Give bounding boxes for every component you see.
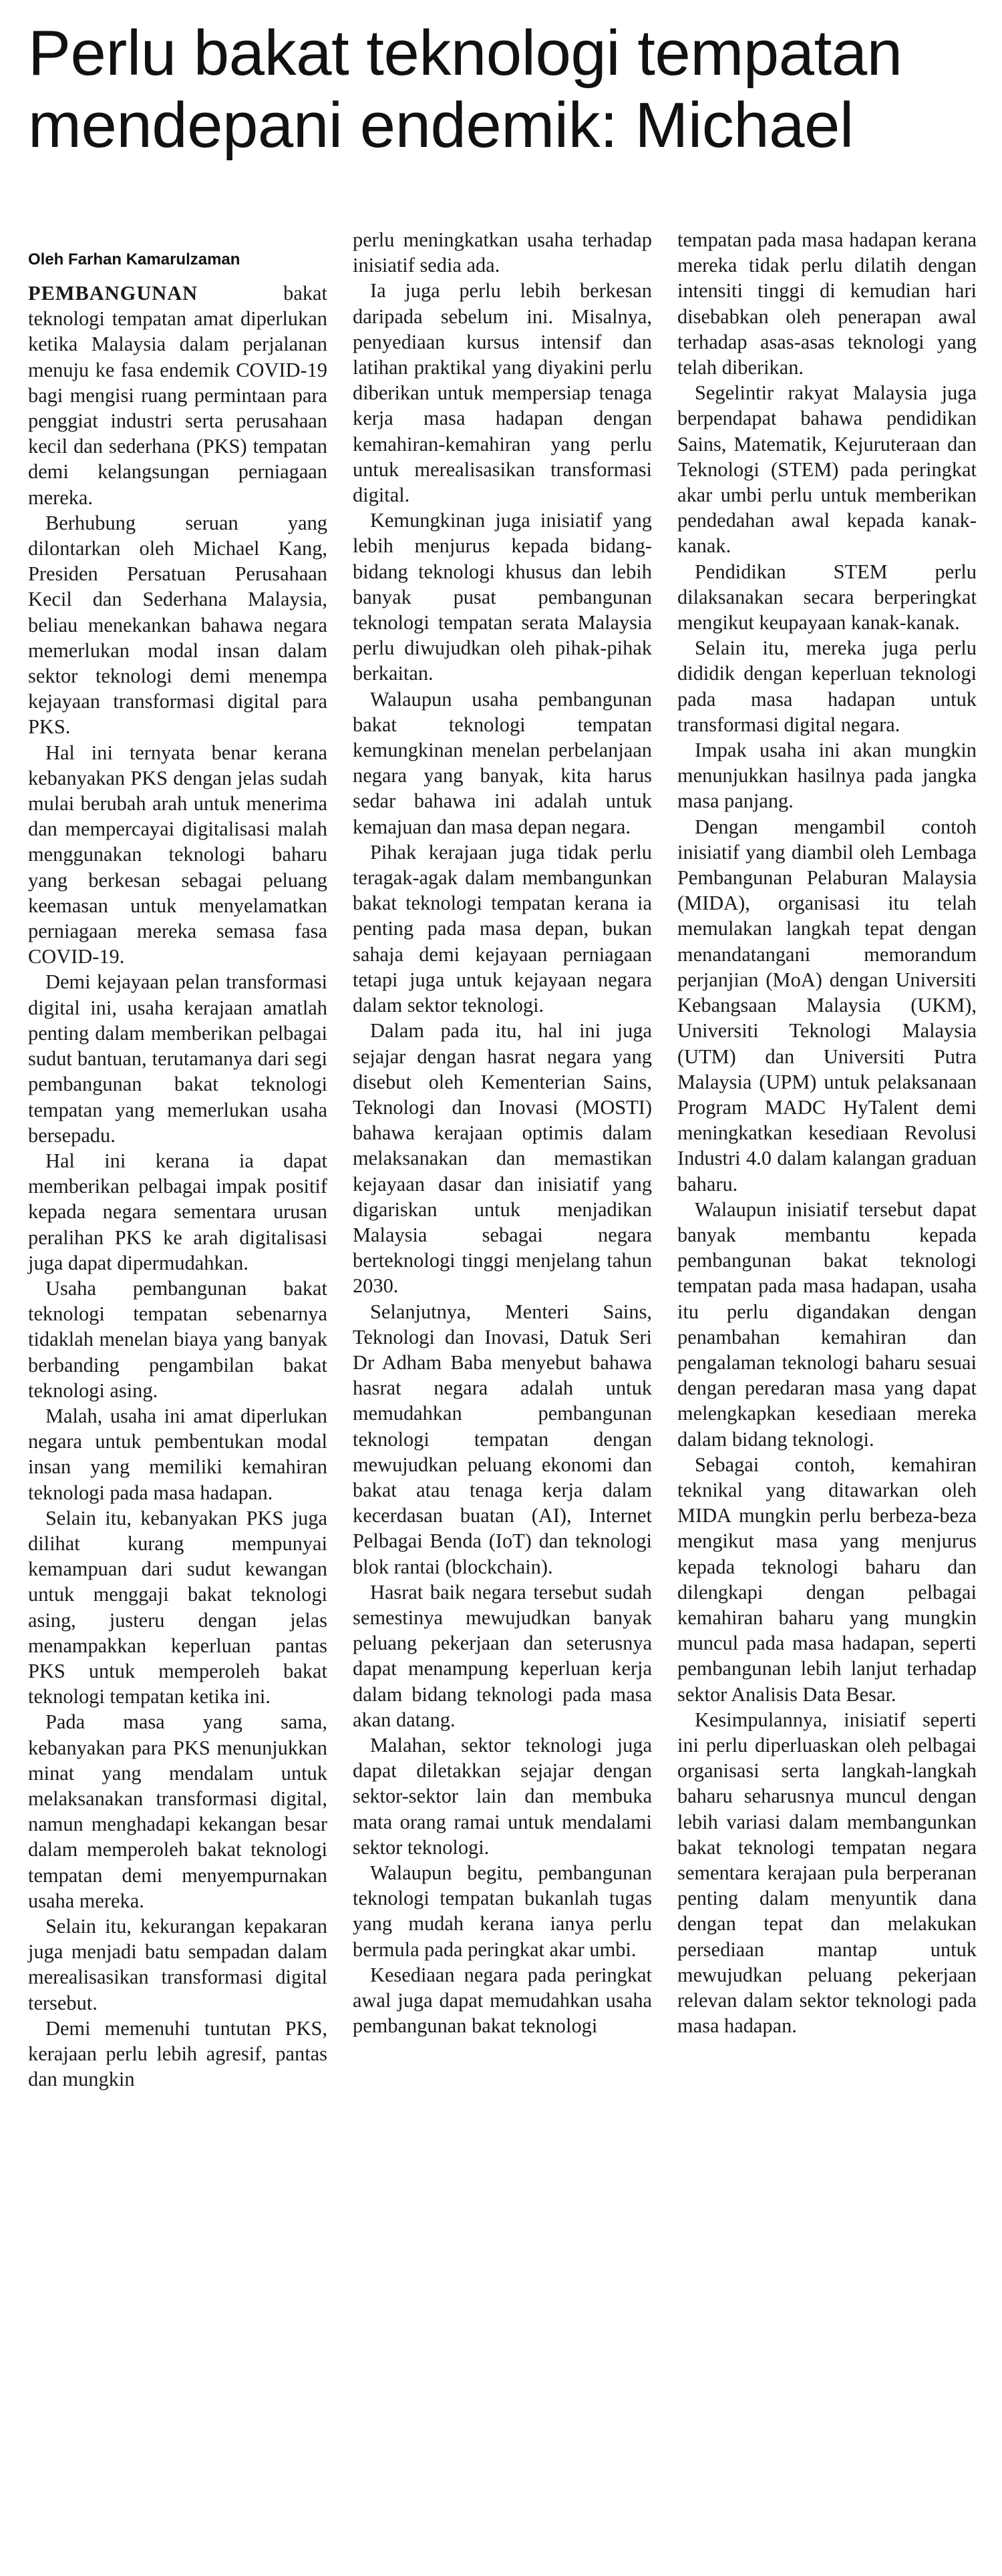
article-paragraph: Selanjutnya, Menteri Sains, Teknologi dan Inovasi, Datuk Seri Dr Adham Baba menyebut bahawa hasrat negara adalah untuk memudahkan pembangunan teknologi tempatan dengan mewujudkan peluang ekonomi dan bakat atau tenaga kerja dalam kecerdasan buatan (AI), Internet Pelbagai Benda (IoT) dan teknologi blok rantai (blockchain).	[353, 1300, 652, 1578]
article-paragraph: Usaha pembangunan bakat teknologi tempatan sebenarnya tidaklah menelan biaya yang banyak berbanding pengambilan bakat teknologi asing.	[28, 1276, 327, 1402]
article-paragraph: Sebagai contoh, kemahiran teknikal yang ditawarkan oleh MIDA mungkin perlu berbeza-beza mengikut masa yang menjurus kepada teknologi baharu dan dilengkapi dengan pelbagai kemahiran baharu yang mungkin muncul pada masa hadapan, seperti pembangunan lebih lanjut terhadap sektor Analisis Data Besar.	[677, 1453, 977, 1706]
article-paragraph: Malahan, sektor teknologi juga dapat diletakkan sejajar dengan sektor-sektor lain dan membuka mata orang ramai untuk mendalami sektor teknologi.	[353, 1733, 652, 1859]
article-column-1	[28, 227, 327, 2558]
headline-line-1: Perlu bakat teknologi tempatan	[28, 17, 902, 89]
article-paragraph: Selain itu, mereka juga perlu dididik dengan keperluan teknologi pada masa hadapan untuk transformasi digital negara.	[677, 636, 977, 736]
lead-word: PEMBANGUNAN	[28, 282, 198, 305]
article-paragraph: perlu meningkatkan usaha terhadap inisiatif sedia ada.	[353, 228, 652, 277]
article-paragraph: Hasrat baik negara tersebut sudah semestinya mewujudkan banyak peluang pekerjaan dan seterusnya dapat menampung keperluan kerja dalam bidang teknologi pada masa akan datang.	[353, 1580, 652, 1731]
article-paragraph: Pihak kerajaan juga tidak perlu teragak-agak dalam membangunkan bakat teknologi tempatan kerana ia penting pada masa depan, bukan sahaja demi kejayaan perniagaan tetapi juga untuk kejayaan negara dalam sektor teknologi.	[353, 840, 652, 1017]
article-paragraph: Kesimpulannya, inisiatif seperti ini perlu diperluaskan oleh pelbagai organisasi serta langkah-langkah baharu seharusnya muncul dengan lebih variasi dalam membangunkan bakat teknologi tempatan negara sementara kerajaan pula berperanan penting dalam menyuntik dana dengan tepat dan melakukan persediaan mantap untuk mewujudkan peluang pekerjaan relevan dalam sektor teknologi pada masa hadapan.	[677, 1708, 977, 2038]
article-paragraph: Dengan mengambil contoh inisiatif yang diambil oleh Lembaga Pembangunan Pelaburan Malaysia (MIDA), organisasi itu telah memulakan langkah tepat dengan menandatangani memorandum perjanjian (MoA) dengan Universiti Kebangsaan Malaysia (UKM), Universiti Teknologi Malaysia (UTM) dan Universiti Putra Malaysia (UPM) untuk pelaksanaan Program MADC HyTalent demi meningkatkan kesediaan Revolusi Industri 4.0 dalam kalangan graduan baharu.	[677, 815, 977, 1195]
headline-line-2: mendepani endemik: Michael	[28, 89, 854, 161]
article-byline: Oleh Farhan Kamarulzaman	[28, 250, 240, 268]
article-paragraph: Hal ini ternyata benar kerana kebanyakan PKS dengan jelas sudah mulai berubah arah untuk menerima dan mempercayai digitalisasi malah menggunakan teknologi baharu yang berkesan sebagai peluang keemasan untuk menyelamatkan perniagaan mereka semasa fasa COVID-19.	[28, 741, 327, 968]
article-paragraph: Segelintir rakyat Malaysia juga berpendapat bahawa pendidikan Sains, Matematik, Kejuruteraan dan Teknologi (STEM) pada peringkat akar umbi perlu untuk memberikan pendedahan awal kepada kanak-kanak.	[677, 381, 977, 558]
article-paragraph	[28, 281, 327, 510]
paragraph-text: bakat teknologi tempatan amat diperlukan ketika Malaysia dalam perjalanan menuju ke fasa endemik COVID-19 bagi mengisi ruang permintaan para penggiat industri serta perusahaan kecil dan sederhana (PKS) tempatan demi kelangsungan perniagaan mereka.	[28, 282, 327, 509]
article-paragraph: Hal ini kerana ia dapat memberikan pelbagai impak positif kepada negara sementara urusan peralihan PKS ke arah digitalisasi juga dapat dipermudahkan.	[28, 1149, 327, 1274]
article-body	[28, 227, 977, 2558]
article-paragraph: Selain itu, kebanyakan PKS juga dilihat kurang mempunyai kemampuan dari sudut kewangan untuk menggaji bakat teknologi asing, justeru dengan jelas menampakkan keperluan pantas PKS untuk memperoleh bakat teknologi tempatan ketika ini.	[28, 1506, 327, 1708]
article-paragraph: Malah, usaha ini amat diperlukan negara untuk pembentukan modal insan yang memiliki kemahiran teknologi pada masa hadapan.	[28, 1404, 327, 1504]
article-column-3	[677, 227, 977, 2558]
article-paragraph: Selain itu, kekurangan kepakaran juga menjadi batu sempadan dalam merealisasikan transformasi digital tersebut.	[28, 1915, 327, 2014]
article-paragraph: Walaupun begitu, pembangunan teknologi tempatan bukanlah tugas yang mudah kerana ianya perlu bermula pada peringkat akar umbi.	[353, 1861, 652, 1961]
article-paragraph: Kemungkinan juga inisiatif yang lebih menjurus kepada bidang-bidang teknologi khusus dan lebih banyak pusat pembangunan teknologi tempatan serata Malaysia perlu diwujudkan oleh pihak-pihak berkaitan.	[353, 509, 652, 685]
article-paragraph: Dalam pada itu, hal ini juga sejajar dengan hasrat negara yang disebut oleh Kementerian Sains, Teknologi dan Inovasi (MOSTI) bahawa kerajaan optimis dalam melaksanakan dan memastikan kejayaan dasar dan inisiatif yang digariskan untuk menjadikan Malaysia sebagai negara berteknologi tinggi menjelang tahun 2030.	[353, 1019, 652, 1298]
article-paragraph: tempatan pada masa hadapan kerana mereka tidak perlu dilatih dengan intensiti tinggi di kemudian hari disebabkan oleh penerapan awal terhadap asas-asas teknologi yang telah diberikan.	[677, 228, 977, 379]
article-headline	[28, 17, 974, 162]
article-paragraph: Pendidikan STEM perlu dilaksanakan secara berperingkat mengikut keupayaan kanak-kanak.	[677, 560, 977, 634]
article-column-2	[353, 227, 652, 2558]
article-paragraph: Kesediaan negara pada peringkat awal juga dapat memudahkan usaha pembangunan bakat teknologi	[353, 1963, 652, 2038]
article-paragraph: Pada masa yang sama, kebanyakan para PKS menunjukkan minat yang mendalam untuk melaksanakan transformasi digital, namun menghadapi kekangan besar dalam memperoleh bakat teknologi tempatan demi menyempurnakan usaha mereka.	[28, 1710, 327, 1912]
article-paragraph: Walaupun usaha pembangunan bakat teknologi tempatan kemungkinan menelan perbelanjaan negara yang banyak, kita harus sedar bahawa ini adalah untuk kemajuan dan masa depan negara.	[353, 687, 652, 838]
article-paragraph: Demi kejayaan pelan transformasi digital ini, usaha kerajaan amatlah penting dalam memberikan pelbagai sudut bantuan, terutamanya dari segi pembangunan bakat teknologi tempatan yang memerlukan usaha bersepadu.	[28, 970, 327, 1147]
article-paragraph: Demi memenuhi tuntutan PKS, kerajaan perlu lebih agresif, pantas dan mungkin	[28, 2016, 327, 2091]
article-paragraph: Berhubung seruan yang dilontarkan oleh Michael Kang, Presiden Persatuan Perusahaan Kecil dan Sederhana Malaysia, beliau menekankan bahawa negara memerlukan modal insan dalam sektor teknologi demi menempa kejayaan transformasi digital para PKS.	[28, 511, 327, 739]
article-paragraph: Impak usaha ini akan mungkin menunjukkan hasilnya pada jangka masa panjang.	[677, 739, 977, 813]
article-paragraph: Walaupun inisiatif tersebut dapat banyak membantu kepada pembangunan bakat teknologi tempatan pada masa hadapan, usaha itu perlu digandakan dengan penambahan kemahiran dan pengalaman teknologi baharu sesuai dengan peredaran masa yang dapat melengkapkan kesediaan mereka dalam bidang teknologi.	[677, 1198, 977, 1451]
article-paragraph: Ia juga perlu lebih berkesan daripada sebelum ini. Misalnya, penyediaan kursus intensif dan latihan praktikal yang diyakini perlu diberikan untuk mempersiap tenaga kerja masa hadapan dengan kemahiran-kemahiran yang perlu untuk merealisasikan transformasi digital.	[353, 279, 652, 507]
